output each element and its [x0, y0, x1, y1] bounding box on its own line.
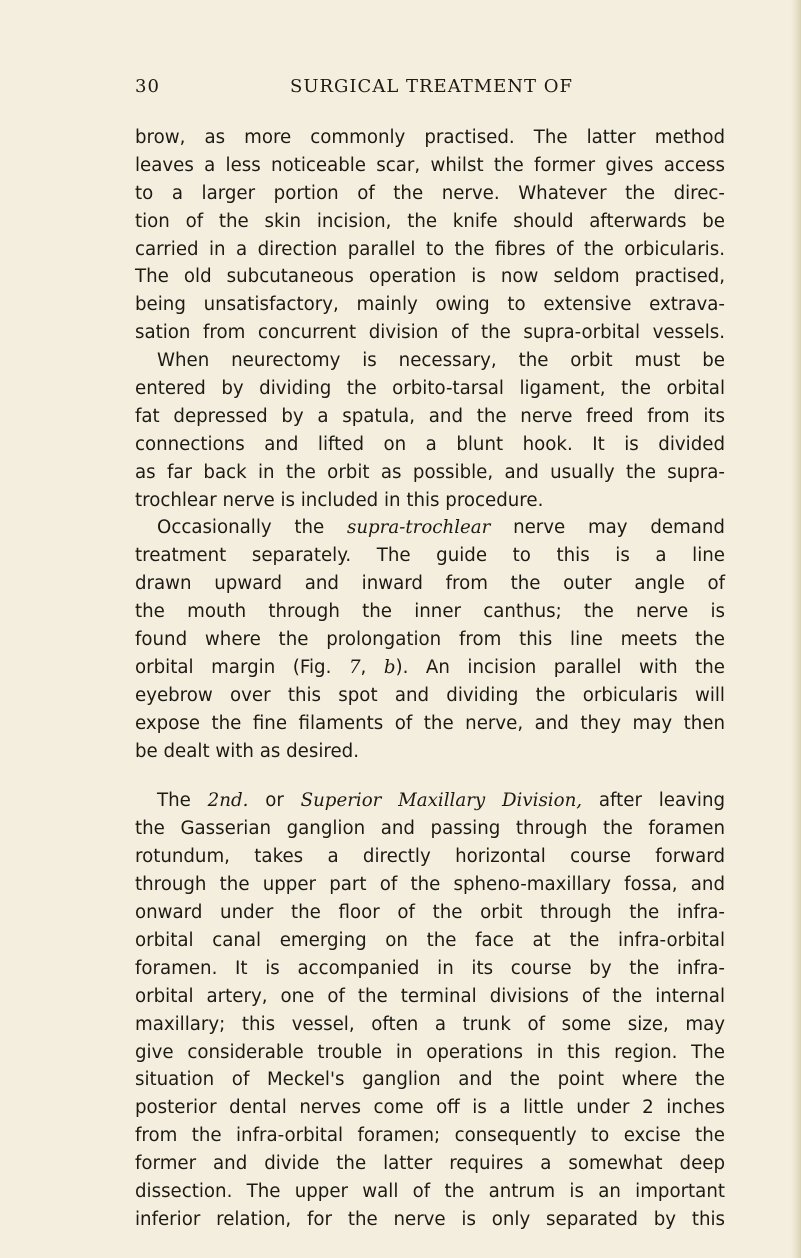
text-line: as far back in the orbit as possible, and usually the supra- [135, 461, 725, 483]
page-edge-shadow [791, 0, 801, 1258]
text-line: give considerable trouble in operations in this region. The [135, 1041, 725, 1063]
text-line: being unsatisfactory, mainly owing to extensive extrava- [135, 294, 725, 316]
text-line: drawn upward and inward from the outer angle of [135, 573, 725, 595]
text-line: orbital artery, one of the terminal divisions of the internal [135, 985, 725, 1007]
text-line: situation of Meckel's ganglion and the point where the [135, 1069, 725, 1091]
paragraph [135, 787, 725, 1233]
text-line: trochlear nerve is included in this procedure. [135, 489, 544, 511]
text-line: brow, as more commonly practised. The latter method [135, 127, 725, 148]
text-line: be dealt with as desired. [135, 740, 359, 762]
paragraph [135, 514, 725, 765]
text-line: leaves a less noticeable scar, whilst the former gives access [135, 154, 725, 176]
italic-term: Superior Maxillary Division, [300, 790, 583, 812]
text-line: inferior relation, for the nerve is only separated by this [135, 1208, 725, 1230]
text-line: Occasionally the supra-trochlear nerve may demand [157, 517, 725, 539]
text-line: treatment separately. The guide to this is a line [135, 545, 725, 567]
body-text [135, 124, 725, 1234]
text-line: maxillary; this vessel, often a trunk of some size, may [135, 1013, 725, 1035]
text-line: the Gasserian ganglion and passing through the foramen [135, 818, 725, 840]
text-line: dissection. The upper wall of the antrum is an important [135, 1180, 725, 1202]
text-line: former and divide the latter requires a somewhat deep [135, 1153, 725, 1175]
text-line: The 2nd. or Superior Maxillary Division, after leaving [157, 790, 726, 812]
page-number: 30 [135, 76, 160, 97]
text-line: tion of the skin incision, the knife should afterwards be [135, 210, 725, 232]
paragraph [135, 124, 725, 514]
text-line: The old subcutaneous operation is now seldom practised, [135, 266, 725, 288]
text-line: connections and lifted on a blunt hook. It is divided [135, 433, 725, 455]
figure-letter: b [383, 656, 396, 678]
text-line: orbital canal emerging on the face at the infra-orbital [135, 929, 725, 951]
running-head [135, 76, 715, 106]
text-line: sation from concurrent division of the supra-orbital vessels. [135, 322, 725, 344]
text-line: carried in a direction parallel to the fibres of the orbicularis. [135, 238, 725, 260]
text-line: onward under the floor of the orbit through the infra- [135, 902, 725, 924]
text-line: from the infra-orbital foramen; consequently to excise the [135, 1125, 725, 1147]
text-line: to a larger portion of the nerve. Whatever the direc- [135, 182, 725, 204]
italic-term: supra-trochlear [346, 517, 491, 539]
text-line: posterior dental nerves come off is a little under 2 inches [135, 1097, 725, 1119]
text-line: foramen. It is accompanied in its course by the infra- [135, 957, 725, 979]
text-line: expose the fine filaments of the nerve, and they may then [135, 712, 725, 734]
running-title: SURGICAL TREATMENT OF [290, 76, 574, 97]
italic-term: 2nd. [207, 790, 249, 812]
text-line: fat depressed by a spatula, and the nerve freed from its [135, 405, 725, 427]
paragraph-spacer [135, 765, 725, 787]
text-line: through the upper part of the spheno-maxillary fossa, and [135, 874, 725, 896]
text-line: found where the prolongation from this line meets the [135, 629, 725, 651]
text-line: When neurectomy is necessary, the orbit must be [157, 350, 725, 372]
text-line: rotundum, takes a directly horizontal course forward [135, 846, 725, 868]
text-line: entered by dividing the orbito-tarsal ligament, the orbital [135, 378, 725, 400]
figure-number: 7 [348, 656, 361, 678]
text-line: eyebrow over this spot and dividing the orbicularis will [135, 684, 725, 706]
text-line: the mouth through the inner canthus; the nerve is [135, 601, 725, 623]
text-line: orbital margin (Fig. 7, b). An incision parallel with the [135, 656, 725, 678]
